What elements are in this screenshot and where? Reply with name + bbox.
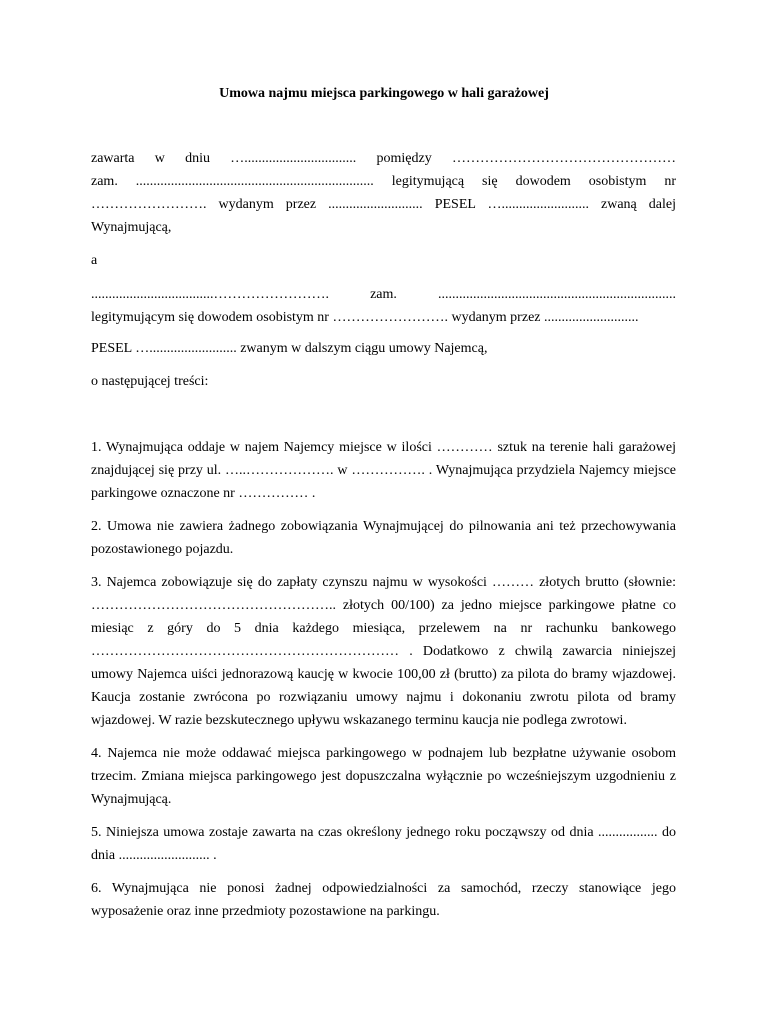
party1-block [91,147,676,239]
party1-line: Wynajmującą, [91,220,172,235]
party1-line: ……………………. wydanym przez ........................... PESEL …......................... zwaną dalej [91,197,676,212]
clause-6: 6. Wynajmująca nie ponosi żadnej odpowiedzialności za samochód, rzeczy stanowiące jego wyposażenie oraz inne przedmioty pozostawione na parkingu. [91,881,676,919]
clause-5: 5. Niniejsza umowa zostaje zawarta na czas określony jednego roku począwszy od dnia ................. do dnia .......................... . [91,825,676,863]
party2-line: legitymującym się dowodem osobistym nr ……………………. wydanym przez ........................... [91,310,639,325]
document-title: Umowa najmu miejsca parkingowego w hali garażowej [219,86,549,101]
clause-2: 2. Umowa nie zawiera żadnego zobowiązania Wynajmującej do pilnowania ani też przechowywania pozostawionego pojazdu. [91,519,676,557]
party1-line: zawarta w dniu …................................ pomiędzy ………………………………………… [91,151,676,166]
pesel-line: PESEL …......................... zwanym w dalszym ciągu umowy Najemcą, [91,341,488,356]
clause-1: 1. Wynajmująca oddaje w najem Najemcy miejsce w ilości ………… sztuk na terenie hali garażowej znajdującej się przy ul. …..………………. w ……………. . Wynajmująca przydziela Najemcy miejsce parkingowe oznaczone nr …………… . [91,440,676,501]
party1-line: zam. .................................................................... legitymującą się dowodem osobistym nr [91,174,676,189]
party2-line: ...................................……………………. zam. .................................................................... [91,287,676,302]
intro-line: o następującej treści: [91,374,209,389]
clauses-section [91,436,676,933]
party2-block [91,283,676,329]
clause-4: 4. Najemca nie może oddawać miejsca parkingowego w podnajem lub bezpłatne używanie osobom trzecim. Zmiana miejsca parkingowego jest dopuszczalna wyłącznie po wcześniejszym uzgodnieniu z Wynajmującą. [91,746,676,807]
clause-3: 3. Najemca zobowiązuje się do zapłaty czynszu najmu w wysokości ……… złotych brutto (słownie: …………………………………………….. złotych 00/100) za jedno miejsce parkingowe płatne co miesiąc z góry do 5 dnia każdego miesiąca, przelewem na nr rachunku bankowego ………………………………………………………… . Dodatkowo z chwilą zawarcia niniejszej umowy Najemca uiści jednorazową kaucję w kwocie 100,00 zł (brutto) za pilota do bramy wjazdowej. Kaucja zostanie zwrócona po rozwiązaniu umowy najmu i dokonaniu zwrotu pilota od bramy wjazdowej. W razie bezskutecznego upływu wskazanego terminu kaucja nie podlega zwrotowi. [91,575,676,728]
conjunction: a [91,253,98,268]
